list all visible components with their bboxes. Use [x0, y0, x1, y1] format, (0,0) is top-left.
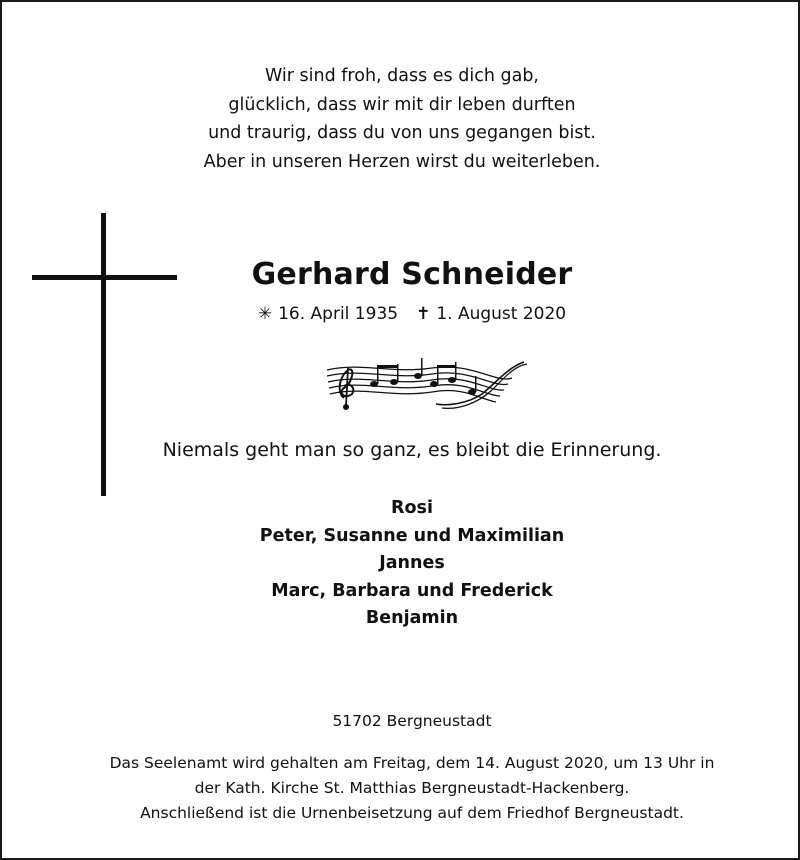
service-line: der Kath. Kirche St. Matthias Bergneustadt-Hackenberg. — [194, 779, 630, 797]
mourner-name: Rosi — [391, 498, 433, 518]
mourner-name: Peter, Susanne und Maximilian — [259, 525, 565, 546]
mourners-list — [2, 495, 800, 633]
deceased-name: Gerhard Schneider — [251, 257, 573, 292]
death-date: 1. August 2020 — [436, 304, 567, 324]
poem-line: Wir sind froh, dass es dich gab, — [264, 66, 539, 86]
service-line: Anschließend ist die Urnenbeisetzung auf dem Friedhof Bergneustadt. — [140, 804, 684, 822]
poem-line: Aber in unseren Herzen wirst du weiterleben. — [203, 151, 601, 172]
poem — [2, 62, 800, 176]
mourner-name: Jannes — [379, 553, 445, 573]
service-info — [2, 751, 800, 826]
poem-line: und traurig, dass du von uns gegangen bist. — [208, 123, 596, 143]
cross-horizontal-bar — [32, 275, 177, 280]
mourner-name: Marc, Barbara und Frederick — [271, 580, 553, 601]
service-line: Das Seelenamt wird gehalten am Freitag, dem 14. August 2020, um 13 Uhr in — [109, 754, 715, 772]
life-dates — [162, 304, 662, 324]
music-notes-icon — [322, 354, 532, 414]
mourner-name: Benjamin — [365, 608, 459, 628]
birth-date: 16. April 1935 — [278, 304, 399, 324]
birth-star-icon: ✳ — [257, 304, 273, 324]
death-cross-icon: ✝ — [416, 304, 431, 324]
poem-line: glücklich, dass wir mit dir leben durften — [228, 94, 576, 115]
memorial-quote: Niemals geht man so ganz, es bleibt die Erinnerung. — [162, 439, 662, 461]
location: 51702 Bergneustadt — [332, 712, 492, 730]
